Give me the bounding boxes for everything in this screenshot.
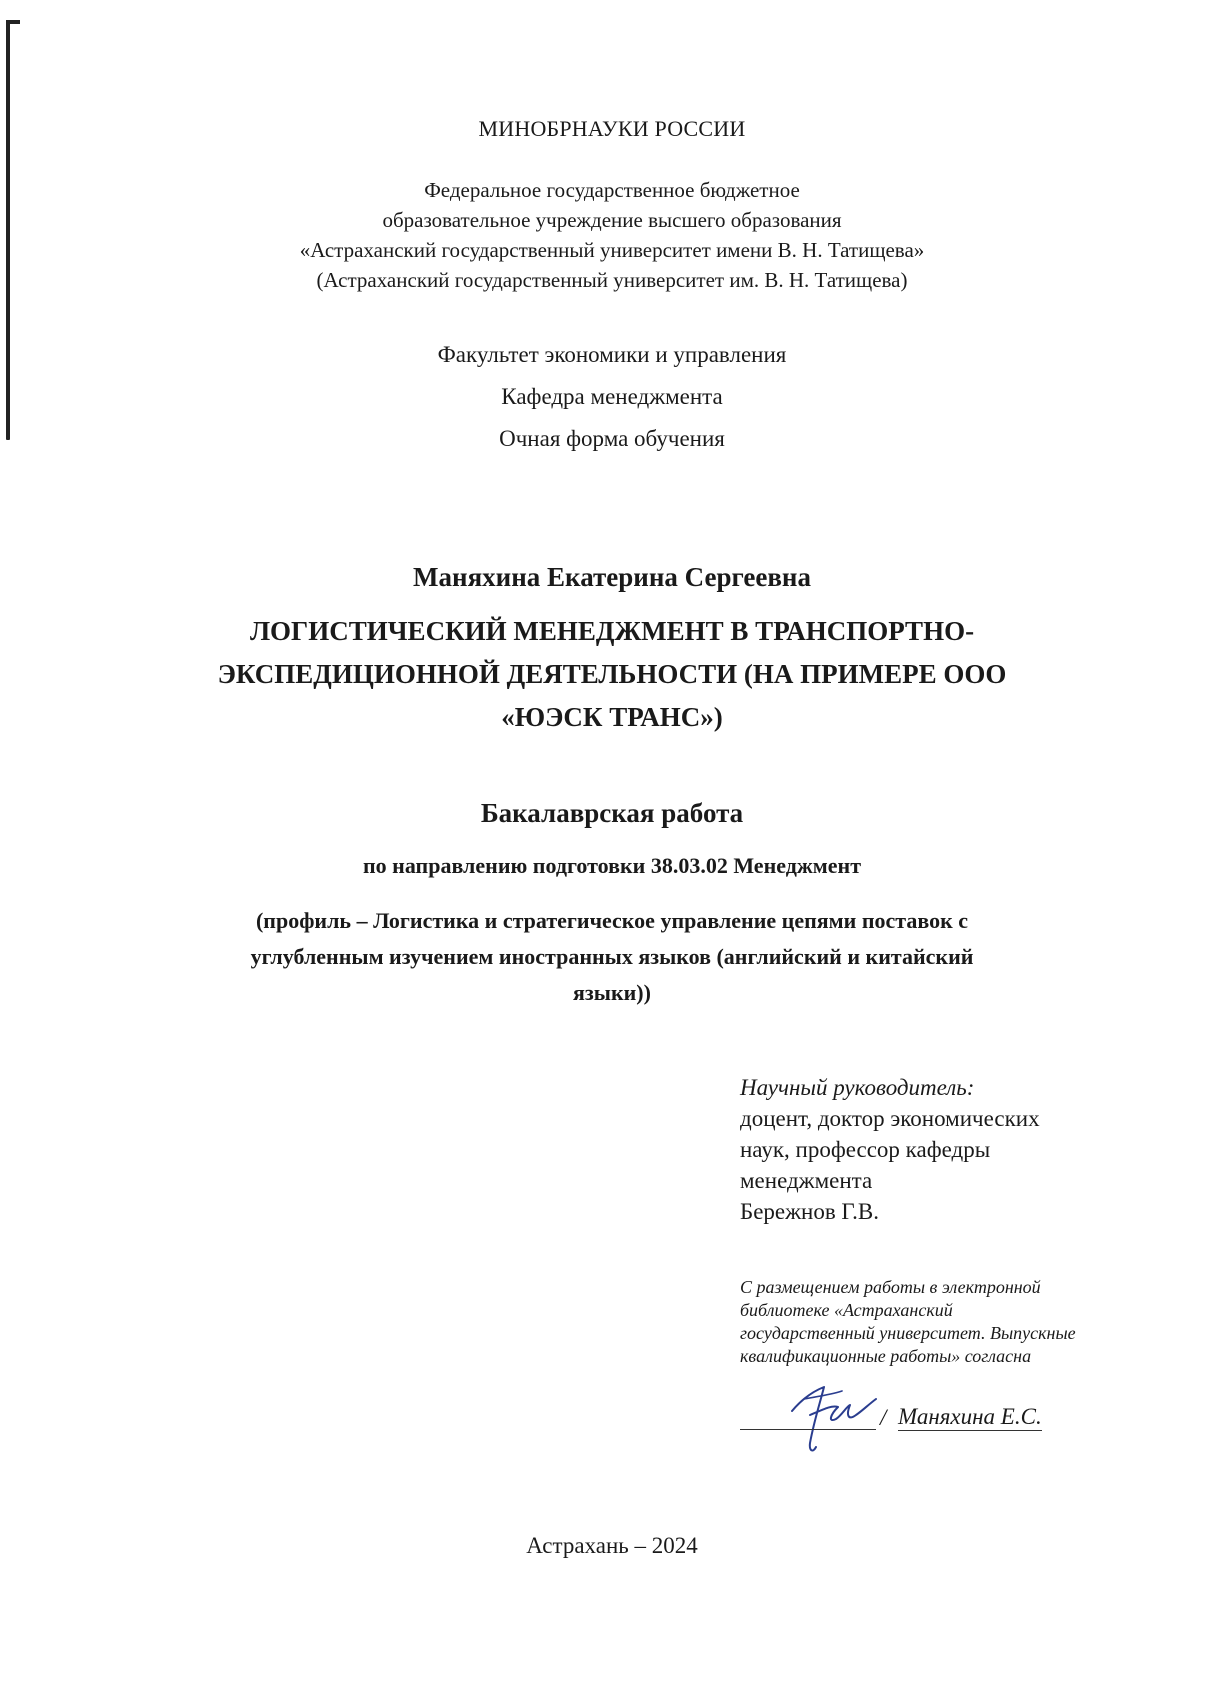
study-profile <box>0 903 1224 1011</box>
consent-line: государственный университет. Выпускные <box>740 1323 1076 1343</box>
scan-edge-mark-top <box>6 20 20 24</box>
signature-separator: / <box>880 1405 887 1430</box>
profile-line: углубленным изучением иностранных языков (английский и китайский <box>250 944 974 969</box>
supervisor-block <box>740 1072 1040 1227</box>
profile-line: языки)) <box>573 980 651 1005</box>
study-direction: по направлению подготовки 38.03.02 Менеджмент <box>362 853 862 878</box>
supervisor-line: менеджмента <box>740 1168 873 1193</box>
title-line: «ЮЭСК ТРАНС») <box>501 702 723 732</box>
department-name: Кафедра менеджмента <box>501 384 723 409</box>
supervisor-name: Бережнов Г.В. <box>740 1199 879 1224</box>
faculty-name: Факультет экономики и управления <box>437 342 787 367</box>
study-form: Очная форма обучения <box>499 426 725 451</box>
institution-line: «Астраханский государственный университет имени В. Н. Татищева» <box>299 238 925 262</box>
institution-line: образовательное учреждение высшего образования <box>382 208 842 232</box>
supervisor-line: наук, профессор кафедры <box>740 1137 991 1162</box>
signer-name: Маняхина Е.С. <box>898 1404 1042 1429</box>
profile-line: (профиль – Логистика и стратегическое управление цепями поставок с <box>255 908 969 933</box>
consent-line: библиотеке «Астраханский <box>740 1300 953 1320</box>
work-type: Бакалаврская работа <box>480 798 744 828</box>
title-line: ЭКСПЕДИЦИОННОЙ ДЕЯТЕЛЬНОСТИ (НА ПРИМЕРЕ ООО <box>217 659 1007 689</box>
ministry-name: МИНОБРНАУКИ РОССИИ <box>478 116 746 141</box>
handwritten-signature-icon <box>780 1369 890 1459</box>
supervisor-heading: Научный руководитель: <box>740 1075 975 1100</box>
title-line: ЛОГИСТИЧЕСКИЙ МЕНЕДЖМЕНТ В ТРАНСПОРТНО- <box>249 616 975 646</box>
signature-row <box>740 1395 1100 1435</box>
author-name: Маняхина Екатерина Сергеевна <box>413 562 811 592</box>
institution-block <box>0 175 1224 295</box>
faculty-block <box>0 334 1224 460</box>
thesis-title <box>0 610 1224 739</box>
signature-line <box>740 1429 876 1430</box>
consent-line: С размещением работы в электронной <box>740 1277 1041 1297</box>
publication-consent <box>740 1276 1076 1368</box>
institution-line: Федеральное государственное бюджетное <box>424 178 800 202</box>
consent-line: квалификационные работы» согласна <box>740 1346 1032 1366</box>
institution-line: (Астраханский государственный университет им. В. Н. Татищева) <box>316 268 908 292</box>
supervisor-line: доцент, доктор экономических <box>740 1106 1040 1131</box>
city-year: Астрахань – 2024 <box>526 1533 698 1558</box>
